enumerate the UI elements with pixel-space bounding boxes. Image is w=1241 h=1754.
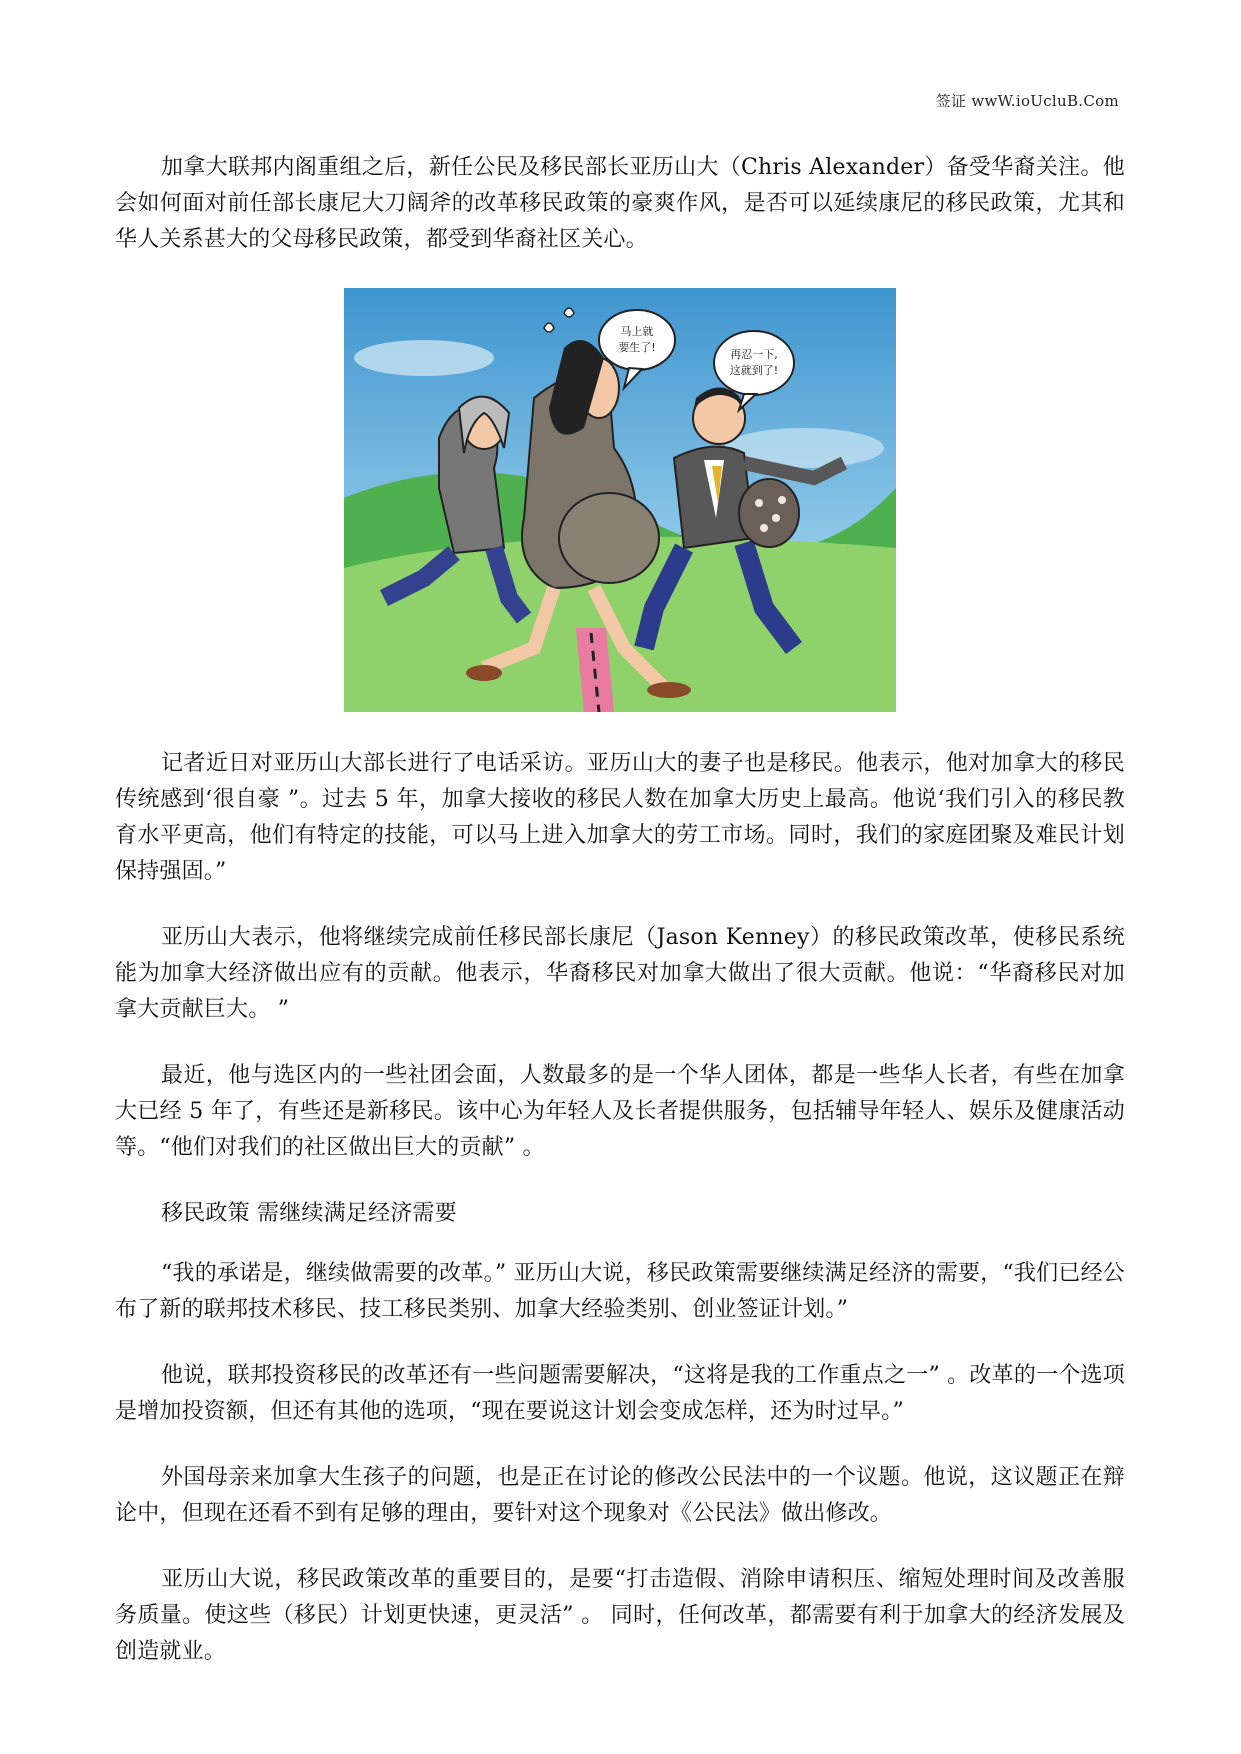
article-body — [115, 150, 1125, 1700]
bubble-woman-line1: 马上就 — [620, 325, 654, 338]
cartoon-illustration — [344, 288, 896, 712]
paragraph-commitment: “我的承诺是，继续做需要的改革。” 亚历山大说，移民政策需要继续满足经济的需要，“我们已经公布了新的联邦技术移民、技工移民类别、加拿大经验类别、创业签证计划。” — [115, 1261, 1125, 1322]
section-subheading: 移民政策 需继续满足经济需要 — [161, 1201, 457, 1226]
paragraph-community: 最近，他与选区内的一些社团会面，人数最多的是一个华人团体，都是一些华人长者，有些在加拿大已经 5 年了，有些还是新移民。该中心为年轻人及长者提供服务，包括辅导年轻人、娱乐及健康活动等。“他们对我们的社区做出巨大的贡献” 。 — [115, 1063, 1125, 1160]
paragraph-goals: 亚历山大说，移民政策改革的重要目的，是要“打击造假、消除申请积压、缩短处理时间及改善服务质量。使这些（移民）计划更快速，更灵活” 。 同时，任何改革，都需要有利于加拿大的经济发展及创造就业。 — [115, 1567, 1125, 1664]
paragraph-intro: 加拿大联邦内阁重组之后，新任公民及移民部长亚历山大（Chris Alexander）备受华裔关注。他会如何面对前任部长康尼大刀阔斧的改革移民政策的豪爽作风，是否可以延续康尼的移民政策，尤其和华人关系甚大的父母移民政策，都受到华裔社区关心。 — [115, 155, 1125, 252]
page-header: 签证 wwW.ioUcluB.Com — [935, 92, 1119, 110]
paragraph-investment: 他说，联邦投资移民的改革还有一些问题需要解决，“这将是我的工作重点之一” 。改革的一个选项是增加投资额，但还有其他的选项，“现在要说这计划会变成怎样，还为时过早。” — [115, 1363, 1125, 1424]
bundle-bag — [739, 479, 799, 547]
bubble-man-line1: 再忍一下, — [730, 348, 778, 361]
bubble-woman-line2: 要生了! — [618, 341, 656, 354]
paragraph-citizenship: 外国母亲来加拿大生孩子的问题，也是正在讨论的修改公民法中的一个议题。他说，这议题正在辩论中，但现在还看不到有足够的理由，要针对这个现象对《公民法》做出修改。 — [115, 1465, 1125, 1526]
paragraph-interview: 记者近日对亚历山大部长进行了电话采访。亚历山大的妻子也是移民。他表示，他对加拿大的移民传统感到‘很自豪 ”。过去 5 年，加拿大接收的移民人数在加拿大历史上最高。他说‘我们引入的移民教育水平更高，他们有特定的技能，可以马上进入加拿大的劳工市场。同时，我们的家庭团聚及难民计划保持强固。” — [115, 751, 1125, 884]
paragraph-reform: 亚历山大表示，他将继续完成前任移民部长康尼（Jason Kenney）的移民政策改革，使移民系统能为加拿大经济做出应有的贡献。他表示，华裔移民对加拿大做出了很大贡献。他说：“华裔移民对加拿大贡献巨大。 ” — [115, 925, 1125, 1022]
bubble-man-line2: 这就到了! — [729, 364, 779, 377]
